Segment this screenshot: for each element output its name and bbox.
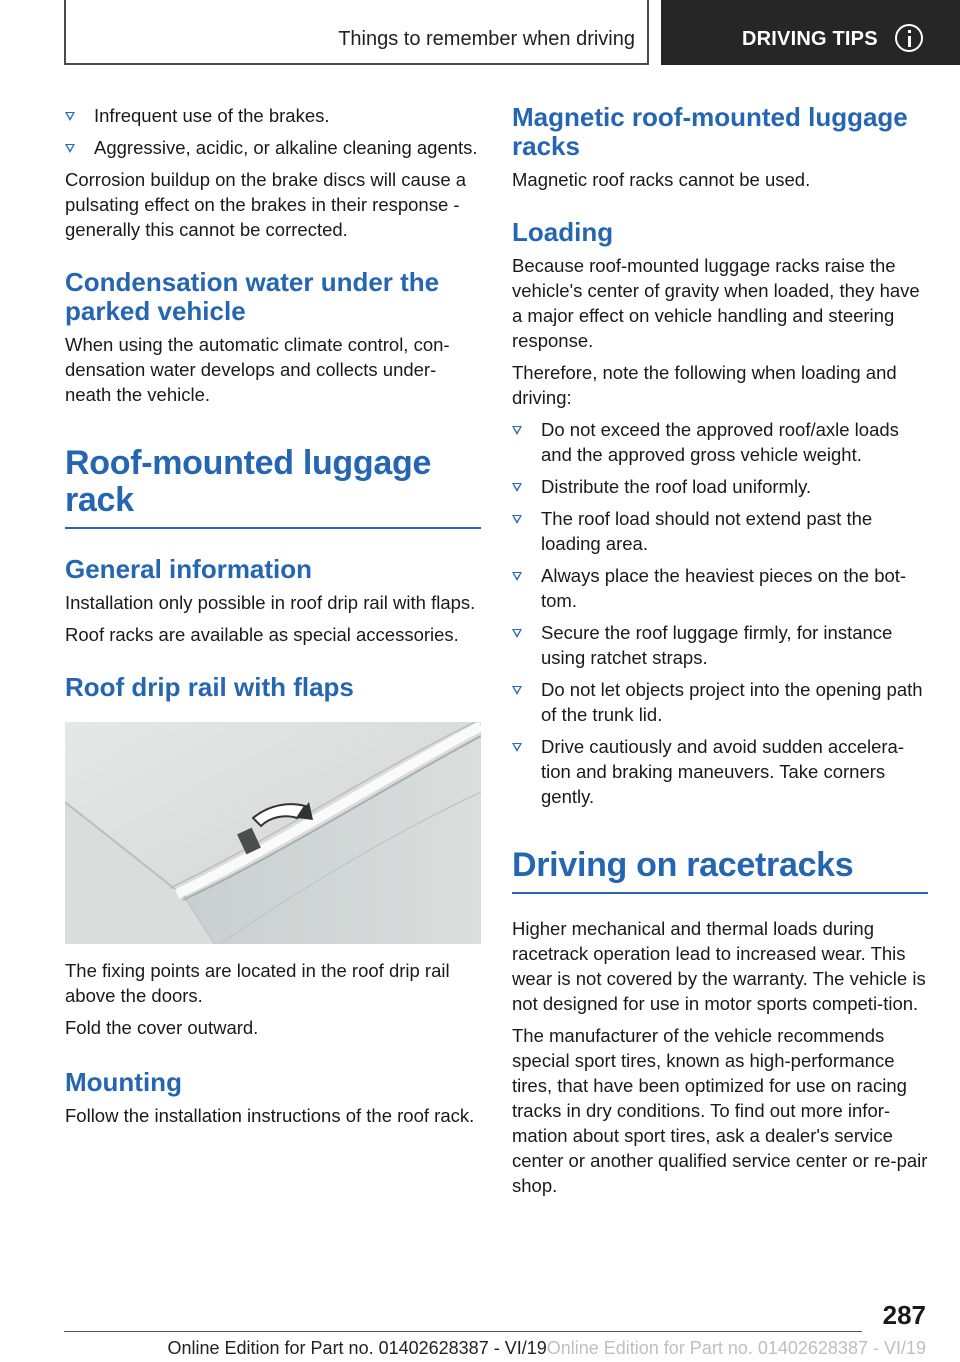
list-item: Do not exceed the approved roof/axle loads and the approved gross vehicle weight. [512, 417, 928, 467]
roof-drip-rail-photo [65, 722, 481, 944]
corrosion-paragraph: Corrosion buildup on the brake discs will cause a pulsating effect on the brakes in their response - generally this cannot be corrected. [65, 169, 467, 240]
list-item: Infrequent use of the brakes. [65, 103, 481, 128]
list-item: Drive cautiously and avoid sudden accelera‐tion and braking maneuvers. Take corners gently. [512, 734, 928, 809]
racetracks-heading: Driving on racetracks [512, 846, 854, 884]
chapter-title[interactable]: DRIVING TIPS [742, 28, 878, 50]
edition-text: Online Edition for Part no. 01402628387 - VI/19 [167, 1338, 547, 1358]
general-info-heading: General information [65, 554, 313, 584]
bullet-triangle-icon [512, 483, 522, 492]
loading-heading: Loading [512, 217, 614, 247]
loading-paragraph-2: Therefore, note the following when loading and driving: [512, 362, 897, 408]
info-icon[interactable] [895, 24, 923, 52]
watermark-text: Online Edition for Part no. 01402628387 - VI/19 [546, 1338, 926, 1358]
section-rule [65, 527, 481, 529]
bullet-triangle-icon [512, 572, 522, 581]
header-section-box [64, 0, 649, 65]
page-number: 287 [882, 1300, 926, 1330]
mounting-paragraph: Follow the installation instructions of the roof rack. [65, 1105, 475, 1126]
magnetic-racks-heading: Magnetic roof-mounted luggage racks [512, 102, 908, 161]
fixing-points-paragraph: The fixing points are located in the roof drip rail above the doors. [65, 960, 450, 1006]
left-column [65, 103, 481, 1135]
bullet-triangle-icon [512, 629, 522, 638]
right-column [512, 103, 928, 1205]
list-item: Secure the roof luggage firmly, for instance using ratchet straps. [512, 620, 928, 670]
racetracks-paragraph-1: Higher mechanical and thermal loads during racetrack operation lead to increased wear. This wear is not covered by the warranty. The vehicle is not designed for use in motor sports competi‐tion. [512, 918, 926, 1014]
mounting-heading: Mounting [65, 1067, 182, 1097]
general-info-paragraph-2: Roof racks are available as special accessories. [65, 624, 459, 645]
brake-causes-list [65, 103, 481, 160]
drip-rail-heading: Roof drip rail with flaps [65, 672, 354, 702]
loading-paragraph-1: Because roof-mounted luggage racks raise the vehicle's center of gravity when loaded, they have a major effect on vehicle handling and steering response. [512, 255, 920, 351]
footer-edition [0, 1338, 926, 1359]
roof-rack-heading: Roof-mounted luggage rack [65, 444, 432, 519]
loading-rules-list [512, 417, 928, 809]
general-info-paragraph-1: Installation only possible in roof drip rail with flaps. [65, 592, 476, 613]
condensation-paragraph: When using the automatic climate control, con‐densation water develops and collects under‐neath the vehicle. [65, 334, 450, 405]
list-item: Always place the heaviest pieces on the bot‐tom. [512, 563, 928, 613]
condensation-heading: Condensation water under the parked vehicle [65, 267, 440, 326]
bullet-triangle-icon [65, 144, 75, 153]
bullet-triangle-icon [512, 743, 522, 752]
list-item: Distribute the roof load uniformly. [512, 474, 928, 499]
list-item: The roof load should not extend past the loading area. [512, 506, 928, 556]
bullet-triangle-icon [512, 686, 522, 695]
fold-cover-paragraph: Fold the cover outward. [65, 1017, 259, 1038]
racetracks-paragraph-2: The manufacturer of the vehicle recommends special sport tires, known as high-performance tires, that have been optimized for use on racing tracks in dry conditions. To find out more infor‐mation about sport tires, ask a dealer's service center or another qualified service center or re‐pair shop. [512, 1025, 928, 1196]
list-item: Do not let objects project into the opening path of the trunk lid. [512, 677, 928, 727]
list-item: Aggressive, acidic, or alkaline cleaning agents. [65, 135, 481, 160]
magnetic-racks-paragraph: Magnetic roof racks cannot be used. [512, 169, 811, 190]
bullet-triangle-icon [65, 112, 75, 121]
bullet-triangle-icon [512, 426, 522, 435]
section-title: Things to remember when driving [338, 28, 635, 50]
footer-rule [64, 1331, 862, 1332]
header-chapter-box[interactable] [661, 0, 960, 65]
section-rule [512, 892, 928, 894]
bullet-triangle-icon [512, 515, 522, 524]
